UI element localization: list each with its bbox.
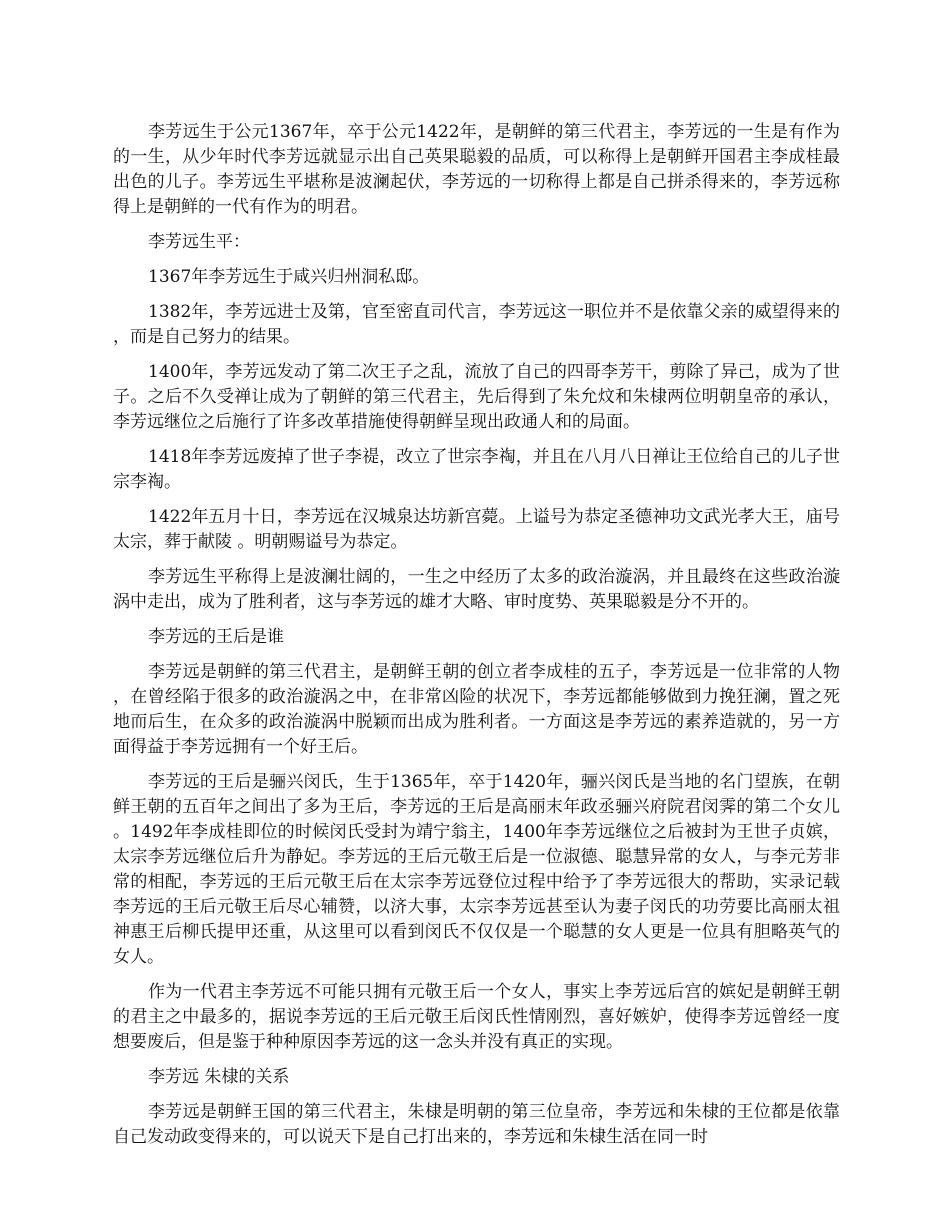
biography-paragraph-1422: 1422年五月十日，李芳远在汉城泉达坊新宫薨。上谥号为恭定圣德神功文武光孝大王，庙号太宗，葬于献陵 。明朝赐谥号为恭定。 [113,507,840,552]
intro-paragraph: 李芳远生于公元1367年，卒于公元1422年，是朝鲜的第三代君主，李芳远的一生是有作为的一生，从少年时代李芳远就显示出自己英果聪毅的品质，可以称得上是朝鲜开国君主李成桂最出色的儿子。李芳远生平堪称是波澜起伏，李芳远的一切称得上都是自己拼杀得来的，李芳远称得上是朝鲜的一代有作为的明君。 [113,122,840,217]
section-heading-queen: 李芳远的王后是谁 [148,627,284,647]
biography-paragraph-1400: 1400年，李芳远发动了第二次王子之乱，流放了自己的四哥李芳干，剪除了异己，成为了世子。之后不久受禅让成为了朝鲜的第三代君主，先后得到了朱允炆和朱棣两位明朝皇帝的承认，李芳远继位之后施行了许多改革措施使得朝鲜呈现出政通人和的局面。 [113,362,840,432]
biography-paragraph-1367: 1367年李芳远生于咸兴归州洞私邸。 [148,267,430,287]
biography-paragraph-1418: 1418年李芳远废掉了世子李禔，改立了世宗李祹，并且在八月八日禅让王位给自己的儿子世宗李祹。 [113,447,840,492]
biography-paragraph-1382: 1382年，李芳远进士及第，官至密直司代言，李芳远这一职位并不是依靠父亲的威望得来的，而是自己努力的结果。 [113,302,840,347]
queen-paragraph-2: 李芳远的王后是骊兴闵氏，生于1365年，卒于1420年，骊兴闵氏是当地的名门望族，在朝鲜王朝的五百年之间出了多为王后，李芳远的王后是高丽末年政丞骊兴府院君闵霁的第二个女儿。1492年李成桂即位的时候闵氏受封为靖宁翁主，1400年李芳远继位之后被封为王世子贞嫔，太宗李芳远继位后升为静妃。李芳远的王后元敬王后是一位淑德、聪慧异常的女人，与李元芳非常的相配，李芳远的王后元敬王后在太宗李芳远登位过程中给予了李芳远很大的帮助，实录记载李芳远的王后元敬王后尽心辅赞，以济大事，太宗李芳远甚至认为妻子闵氏的功劳要比高丽太祖神惠王后柳氏提甲还重，从这里可以看到闵氏不仅仅是一个聪慧的女人更是一位具有胆略英气的女人。 [113,772,840,967]
biography-summary-paragraph: 李芳远生平称得上是波澜壮阔的，一生之中经历了太多的政治漩涡，并且最终在这些政治漩涡中走出，成为了胜利者，这与李芳远的雄才大略、审时度势、英果聪毅是分不开的。 [113,567,840,612]
queen-paragraph-1: 李芳远是朝鲜的第三代君主，是朝鲜王朝的创立者李成桂的五子，李芳远是一位非常的人物，在曾经陷于很多的政治漩涡之中，在非常凶险的状况下，李芳远都能够做到力挽狂澜，置之死地而后生，在众多的政治漩涡中脱颖而出成为胜利者。一方面这是李芳远的素养造就的，另一方面得益于李芳远拥有一个好王后。 [113,662,840,757]
document-page [113,120,840,1160]
section-heading-zhu-di: 李芳远 朱棣的关系 [148,1067,290,1087]
zhu-di-paragraph: 李芳远是朝鲜王国的第三代君主，朱棣是明朝的第三位皇帝，李芳远和朱棣的王位都是依靠自己发动政变得来的，可以说天下是自己打出来的，李芳远和朱棣生活在同一时 [113,1102,840,1147]
queen-paragraph-3: 作为一代君主李芳远不可能只拥有元敬王后一个女人，事实上李芳远后宫的嫔妃是朝鲜王朝的君主之中最多的，据说李芳远的王后元敬王后闵氏性情刚烈，喜好嫉妒，使得李芳远曾经一度想要废后，但是鉴于种种原因李芳远的这一念头并没有真正的实现。 [113,982,840,1052]
section-heading-biography: 李芳远生平： [148,232,250,252]
